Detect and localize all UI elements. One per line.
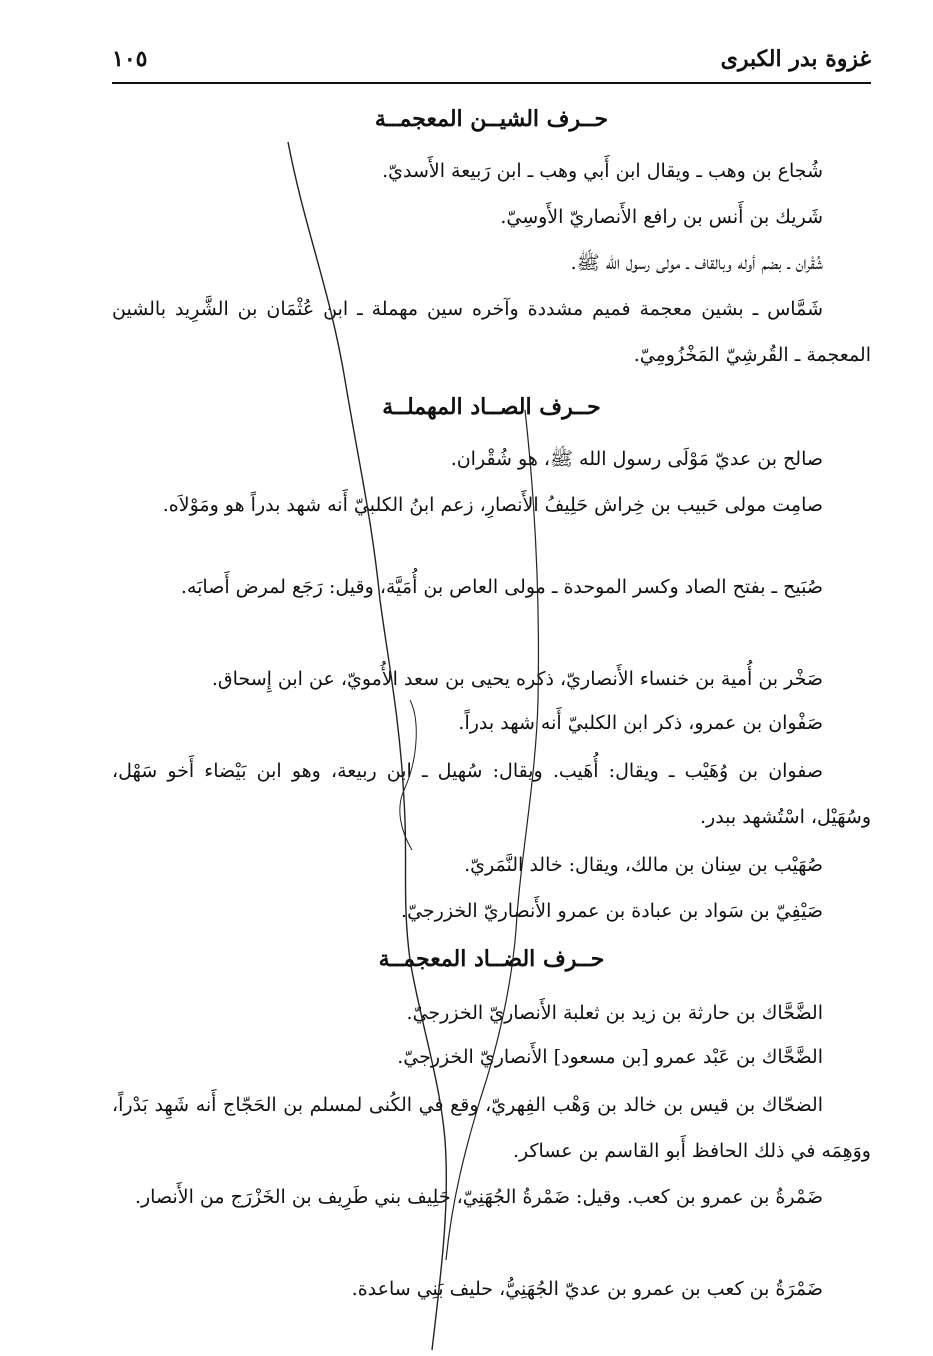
entry-shuqran: شُقْران ـ بضم أوله وبالقاف ـ مولى رسول الله ﷺ. <box>570 252 823 274</box>
section-heading-saad: حــرف الصــاد المهملــة <box>382 394 601 420</box>
entry-damra-kab: ضَمْرَةُ بن كعب بن عمرو بن عديّ الجُهَنِيُّ، حليف بَنِي ساعدة. <box>351 1278 823 1300</box>
section-heading-sheen: حــرف الشيــن المعجمــة <box>374 106 609 132</box>
entry-salih: صالح بن عديّ مَوْلَى رسول الله ﷺ، هو شُقْران. <box>450 448 823 470</box>
entry-dahhak-haritha: الضَّحَّاك بن حارثة بن زيد بن ثعلبة الأَنصاريّ الخزرجيّ. <box>406 1002 823 1024</box>
entry-safwan-amr: صَفْوان بن عمرو، ذكر ابن الكلبيّ أَنه شهد بدراً. <box>458 712 823 734</box>
entry-subayh: صُبَيح ـ بفتح الصاد وكسر الموحدة ـ مولى العاص بن أُمَيَّة، وقيل: رَجَع لمرض أَصابَه. <box>180 576 823 598</box>
entry-sakhr: صَخْر بن أُمية بن خنساء الأَنصاريّ، ذكره يحيى بن سعد الأُمويّ، عن ابن إِسحاق. <box>211 668 823 690</box>
entry-safwan-wuhayb: صفوان بن وُهَيْب ـ ويقال: أُهَيب. ويقال: سُهيل ـ ابن ربيعة، وهو ابن بَيْضاء أَخو سَهْل، وسُهَيْل، اسْتُشهد ببدر. <box>112 760 871 828</box>
entry-samit: صامِت مولى حَبيب بن خِراش حَلِيفُ الأَنصارِ، زعم ابنُ الكلبيّ أَنه شهد بدراً هو ومَوْلاَه. <box>162 494 823 516</box>
entry-damra-amr: ضَمْرةُ بن عمرو بن كعب. وقيل: ضَمْرةُ الجُهَنِيّ، حَلِيف بني طَرِيف بن الخَزْرَج من الأَنصار. <box>134 1186 823 1208</box>
entry-sayfi: صَيْفِيّ بن سَواد بن عبادة بن عمرو الأَنصاريّ الخزرجيّ. <box>401 900 823 922</box>
page-number: ١٠٥ <box>112 46 148 72</box>
entry-shammas: شَمَّاس ـ بشين معجمة فميم مشددة وآخره سين مهملة ـ ابن عُثْمَان بن الشَّرِيد بالشين المعجمة ـ القُرشِيّ المَخْزُومِيّ. <box>112 298 871 366</box>
section-heading-daad: حــرف الضــاد المعجمــة <box>378 946 605 972</box>
entry-shuja: شُجاع بن وهب ـ ويقال ابن أَبي وهب ـ ابن رَبيعة الأَسديّ. <box>382 160 823 182</box>
entry-sharik: شَريك بن أَنس بن رافع الأَنصاريّ الأَوسِيّ. <box>500 206 823 228</box>
entry-suhayb: صُهَيْب بن سِنان بن مالك، ويقال: خالد النَّمَريّ. <box>464 854 823 876</box>
entry-dahhak-qays: الضحّاك بن قيس بن خالد بن وَهْب الفِهريّ، وقع في الكُنى لمسلم بن الحَجّاج أَنه شَهِد بَدْراً، ووَهِمَه في ذلك الحافظ أَبو القاسم بن عساكر. <box>112 1094 871 1162</box>
page-header <box>112 44 871 84</box>
entry-dahhak-abd-amr: الضَّحَّاك بن عَبْد عمرو [بن مسعود] الأَنصاريّ الخزرجيّ. <box>397 1046 823 1068</box>
running-title: غزوة بدر الكبرى <box>720 46 871 72</box>
